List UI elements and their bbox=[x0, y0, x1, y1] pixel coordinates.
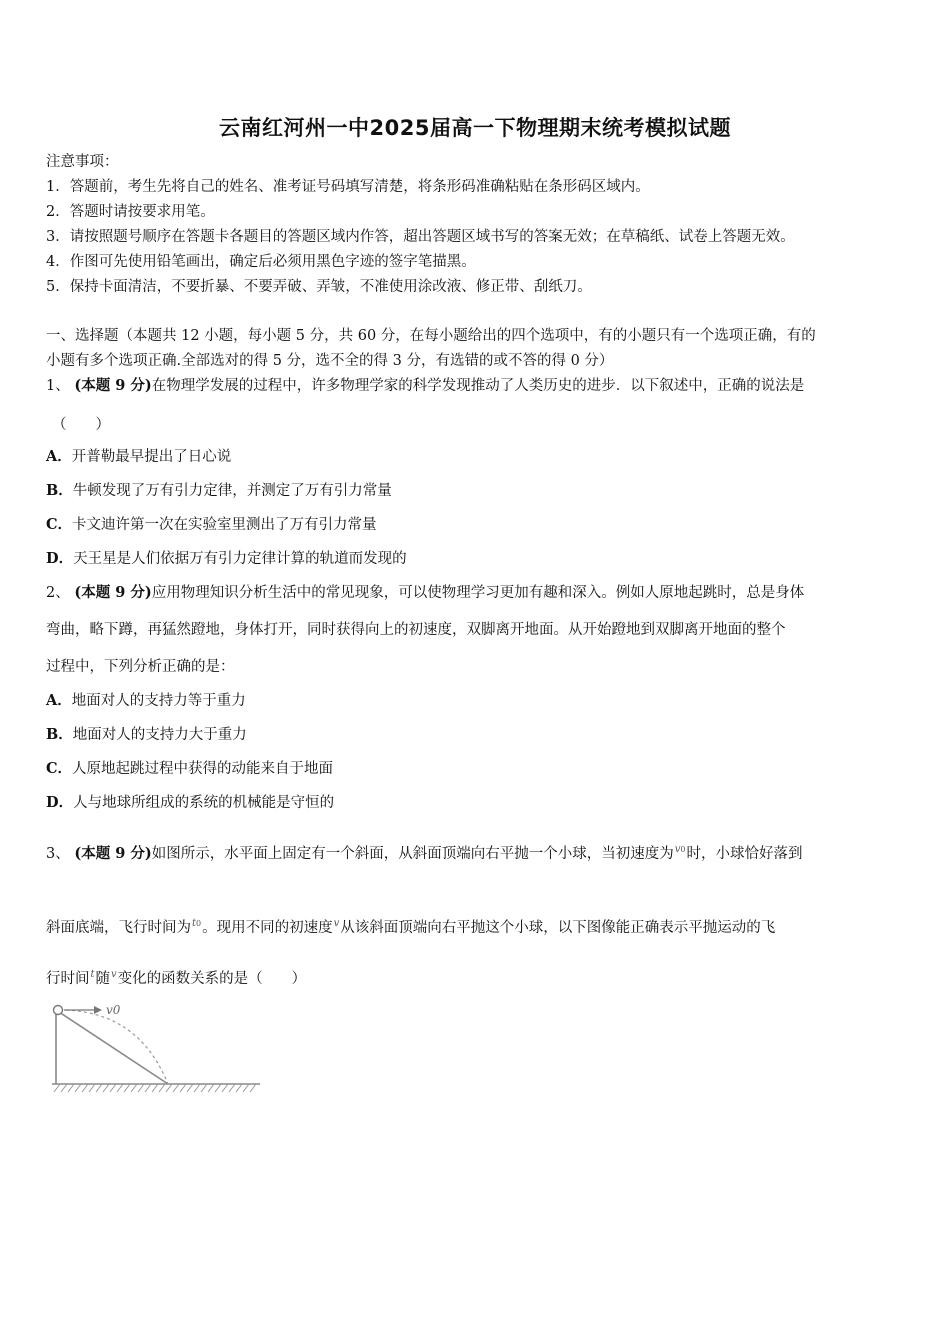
symbol-t0: t0 bbox=[192, 918, 202, 929]
question-2-stem-line1: 2、 (本题 9 分)应用物理知识分析生活中的常见现象，可以使物理学习更加有趣和深入。例如人原地起跳时，总是身体 bbox=[46, 584, 805, 601]
question-1-number: 1、 bbox=[46, 378, 70, 394]
incline-slope bbox=[56, 1010, 168, 1084]
question-2-option-c: C．人原地起跳过程中获得的动能来自于地面 bbox=[46, 760, 334, 777]
question-1-option-d: D．天王星是人们依据万有引力定律计算的轨道而发现的 bbox=[46, 550, 407, 567]
symbol-t: t bbox=[90, 969, 95, 980]
question-1-blank: （ ） bbox=[52, 417, 110, 433]
question-3-number: 3、 bbox=[46, 846, 70, 862]
notice-item-1: 1．答题前，考生先将自己的姓名、准考证号码填写清楚，将条形码准确粘贴在条形码区域内。 bbox=[46, 179, 650, 195]
notice-heading: 注意事项： bbox=[46, 154, 119, 170]
question-3-stem-line3: 行时间$^t$随$^v$变化的函数关系的是（ ） bbox=[46, 969, 307, 987]
question-1-option-a: A．开普勒最早提出了日心说 bbox=[46, 448, 232, 465]
section-intro-line1: 一、选择题（本题共 12 小题，每小题 5 分，共 60 分，在每小题给出的四个选项中，有的小题只有一个选项正确，有的 bbox=[46, 328, 816, 344]
question-1-text: 在物理学发展的过程中，许多物理学家的科学发现推动了人类历史的进步．以下叙述中，正确的说法是 bbox=[151, 378, 805, 394]
ball bbox=[54, 1006, 63, 1015]
question-1-score: (本题 9 分) bbox=[74, 377, 152, 394]
question-1-option-c: C．卡文迪许第一次在实验室里测出了万有引力常量 bbox=[46, 516, 377, 533]
question-1-stem bbox=[46, 376, 804, 396]
question-2-score: (本题 9 分) bbox=[74, 584, 152, 601]
notice-item-4: 4．作图可先使用铅笔画出，确定后必须用黑色字迹的签字笔描黑。 bbox=[46, 254, 476, 270]
question-2-option-d: D．人与地球所组成的系统的机械能是守恒的 bbox=[46, 794, 335, 811]
symbol-v: v bbox=[111, 969, 117, 980]
question-2-option-a: A．地面对人的支持力等于重力 bbox=[46, 692, 246, 709]
question-2-stem-line2: 弯曲，略下蹲，再猛然蹬地，身体打开，同时获得向上的初速度，双脚离开地面。从开始蹬地到双脚离开地面的整个 bbox=[46, 622, 786, 638]
v0-label: v0 bbox=[106, 1003, 121, 1017]
notice-item-5: 5．保持卡面清洁，不要折暴、不要弄破、弄皱，不准使用涂改液、修正带、刮纸刀。 bbox=[46, 279, 592, 295]
ground-hatching bbox=[54, 1084, 256, 1092]
question-3-stem-line1: 3、 (本题 9 分)如图所示，水平面上固定有一个斜面，从斜面顶端向右平抛一个小球，当初速度为$^{v0}$时，小球恰好落到 bbox=[46, 844, 803, 862]
symbol-v0: v0 bbox=[674, 844, 686, 855]
question-3-score: (本题 9 分) bbox=[74, 845, 152, 862]
question-3-stem-line2: 斜面底端，飞行时间为$^{t0}$。现用不同的初速度$^v$从该斜面顶端向右平抛这个小球，以下图像能正确表示平抛运动的飞 bbox=[46, 918, 776, 936]
question-2-stem-line3: 过程中，下列分析正确的是： bbox=[46, 659, 235, 675]
notice-item-2: 2．答题时请按要求用笔。 bbox=[46, 204, 215, 220]
velocity-arrow-head bbox=[94, 1006, 102, 1014]
section-intro-line2: 小题有多个选项正确.全部选对的得 5 分，选不全的得 3 分，有选错的或不答的得 0 分） bbox=[46, 353, 614, 369]
question-1-option-b: B．牛顿发现了万有引力定律，并测定了万有引力常量 bbox=[46, 482, 392, 499]
notice-item-3: 3．请按照题号顺序在答题卡各题目的答题区域内作答，超出答题区域书写的答案无效；在草稿纸、试卷上答题无效。 bbox=[46, 229, 795, 245]
question-2-number: 2、 bbox=[46, 585, 70, 601]
question-2-option-b: B．地面对人的支持力大于重力 bbox=[46, 726, 247, 743]
incline-projectile-figure bbox=[48, 1000, 268, 1100]
symbol-v: v bbox=[333, 918, 340, 929]
page-title: 云南红河州一中2025届高一下物理期末统考模拟试题 bbox=[219, 116, 731, 140]
